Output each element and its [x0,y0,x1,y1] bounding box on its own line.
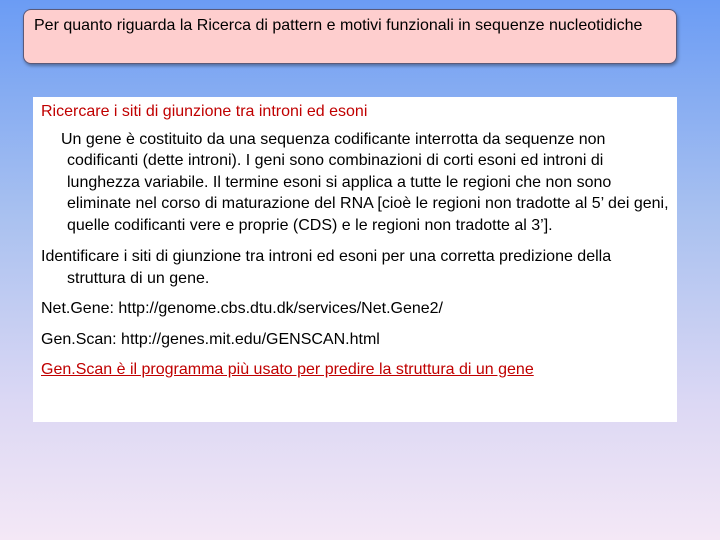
content-panel [33,97,677,422]
genscan-reference: Gen.Scan: http://genes.mit.edu/GENSCAN.html [41,330,380,348]
slide-title [23,9,677,64]
netgene-reference: Net.Gene: http://genome.cbs.dtu.dk/services/Net.Gene2/ [41,300,443,317]
gene-description-paragraph: Un gene è costituito da una sequenza codificante interrotta da sequenze non codificanti (dette introni). I geni sono combinazioni di corti esoni ed introni di lunghezza variabile. Il termine esoni si applica a tutte le regioni che non sono eliminate nel corso di maturazione del RNA [cioè le regioni non tradotte al 5’ dei geni, quelle codificanti vere e proprie (CDS) e le regioni non tradotte al 3’]. [61,130,669,234]
section-heading: Ricercare i siti di giunzione tra introni ed esoni [41,103,368,120]
splice-site-paragraph: Identificare i siti di giunzione tra introni ed esoni per una corretta predizione della struttura di un gene. [41,248,612,287]
slide-title-text: Per quanto riguarda la Ricerca di pattern e motivi funzionali in sequenze nucleotidiche [34,17,643,34]
genscan-note-link[interactable]: Gen.Scan è il programma più usato per predire la struttura di un gene [41,361,534,378]
